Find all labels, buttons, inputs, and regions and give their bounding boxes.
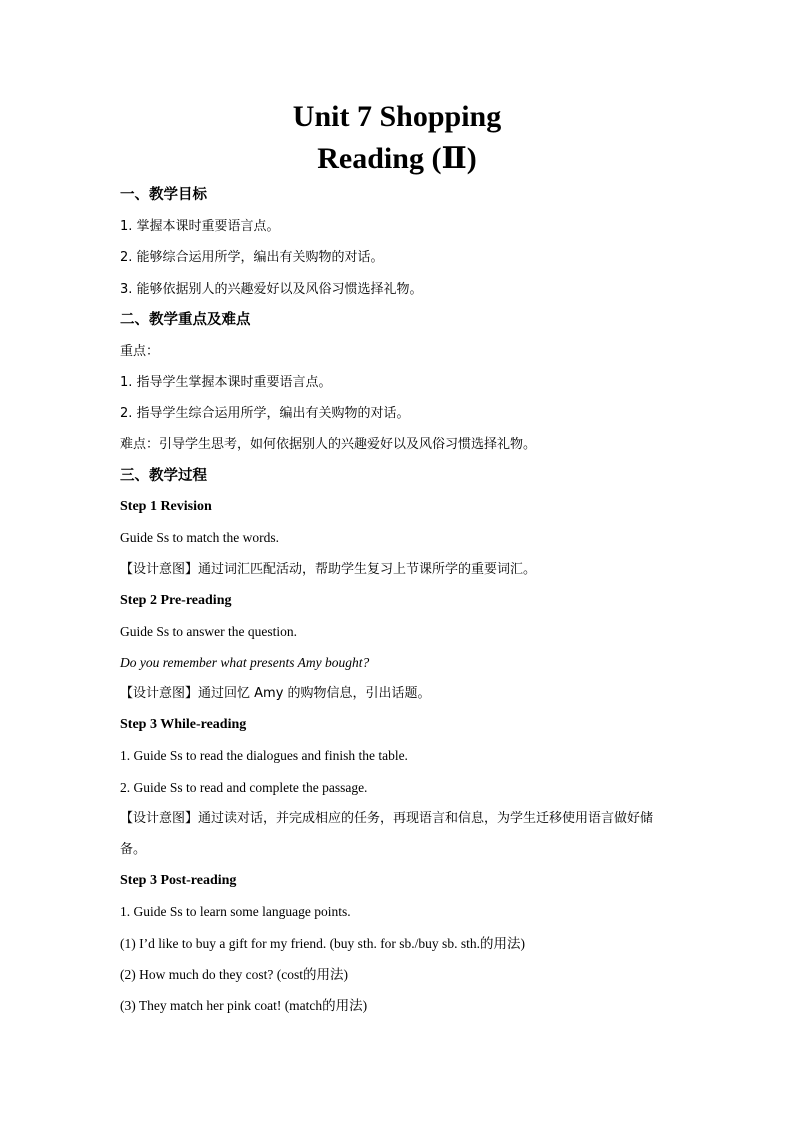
section-heading-process: 三、教学过程 (120, 468, 207, 484)
step-4-title: Step 3 Post-reading (120, 873, 237, 888)
step-1-title: Step 1 Revision (120, 499, 212, 514)
step-3-item: 1. Guide Ss to read the dialogues and finish the table. (120, 748, 408, 763)
objective-item: 1. 掌握本课时重要语言点。 (120, 219, 280, 234)
step-1-text: Guide Ss to match the words. (120, 530, 279, 545)
difficulty-text: 难点：引导学生思考，如何依据别人的兴趣爱好以及风俗习惯选择礼物。 (120, 437, 537, 452)
step-3-item: 2. Guide Ss to read and complete the passage. (120, 780, 368, 795)
section-heading-key-points: 二、教学重点及难点 (120, 312, 251, 328)
language-point-item: (1) I’d like to buy a gift for my friend. (buy sth. for sb./buy sb. sth.的用法) (120, 936, 525, 951)
document-subtitle: Reading (Ⅱ) (317, 142, 477, 175)
step-1-design-intent: 【设计意图】通过词汇匹配活动，帮助学生复习上节课所学的重要词汇。 (120, 562, 537, 577)
section-heading-objectives: 一、教学目标 (120, 187, 207, 203)
step-2-title: Step 2 Pre-reading (120, 593, 232, 608)
step-3-title: Step 3 While-reading (120, 717, 247, 732)
step-4-item: 1. Guide Ss to learn some language points. (120, 904, 351, 919)
objective-item: 2. 能够综合运用所学，编出有关购物的对话。 (120, 250, 384, 265)
step-2-design-intent: 【设计意图】通过回忆 Amy 的购物信息，引出话题。 (120, 686, 431, 701)
key-label: 重点： (120, 344, 160, 359)
key-point-item: 1. 指导学生掌握本课时重要语言点。 (120, 375, 332, 390)
step-2-question: Do you remember what presents Amy bought? (120, 655, 370, 670)
language-point-item: (3) They match her pink coat! (match的用法) (120, 998, 368, 1013)
language-point-item: (2) How much do they cost? (cost的用法) (120, 967, 348, 982)
document-title: Unit 7 Shopping (292, 100, 502, 133)
key-point-item: 2. 指导学生综合运用所学，编出有关购物的对话。 (120, 406, 410, 421)
step-2-text: Guide Ss to answer the question. (120, 624, 297, 639)
objective-item: 3. 能够依据别人的兴趣爱好以及风俗习惯选择礼物。 (120, 282, 423, 297)
step-3-design-intent: 【设计意图】通过读对话，并完成相应的任务，再现语言和信息，为学生迁移使用语言做好储备。 (120, 811, 654, 857)
